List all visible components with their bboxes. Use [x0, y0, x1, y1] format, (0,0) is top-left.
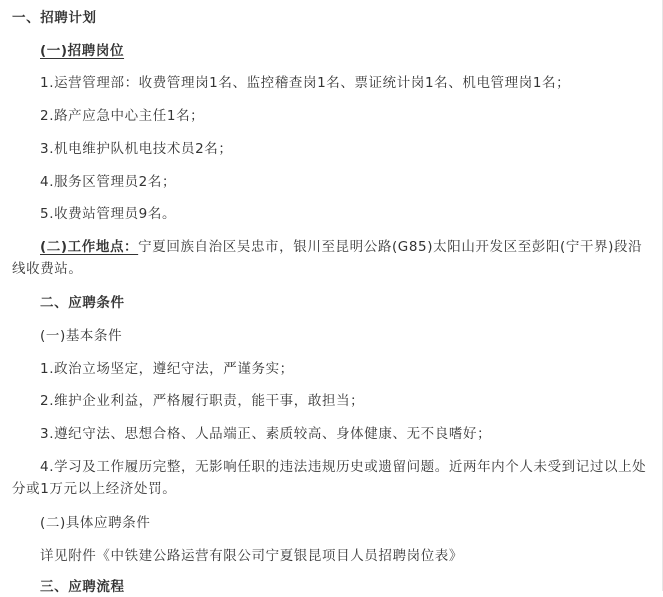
subheading-basic-conditions: (一)基本条件 [40, 328, 123, 344]
section-heading-recruitment-plan: 一、招聘计划 [12, 10, 97, 26]
work-location-text: 宁夏回族自治区吴忠市，银川至昆明公路(G85)太阳山开发区至彭阳(宁干界)段沿线收费站。 [12, 239, 643, 277]
section-heading-process: 三、应聘流程 [40, 579, 125, 595]
subheading-specific-conditions: (二)具体应聘条件 [40, 515, 151, 531]
basic-condition-1: 1.政治立场坚定，遵纪守法，严谨务实； [40, 361, 294, 377]
work-location-paragraph [12, 236, 649, 280]
basic-condition-3: 3.遵纪守法、思想合格、人品端正、素质较高、身体健康、无不良嗜好； [40, 426, 492, 442]
basic-condition-4 [12, 456, 649, 500]
position-item-2: 2.路产应急中心主任1名； [40, 108, 205, 124]
basic-condition-4-text: 4.学习及工作履历完整，无影响任职的违法违规历史或遗留问题。近两年内个人未受到记过以上处分或1万元以上经济处罚。 [12, 459, 647, 497]
position-item-4: 4.服务区管理员2名； [40, 174, 177, 190]
subheading-positions: (一)招聘岗位 [40, 43, 125, 59]
basic-condition-2: 2.维护企业利益，严格履行职责，能干事，敢担当； [40, 393, 365, 409]
section-heading-requirements: 二、应聘条件 [40, 295, 125, 311]
work-location-label: (二)工作地点： [40, 239, 139, 255]
position-item-3: 3.机电维护队机电技术员2名； [40, 141, 233, 157]
position-item-5: 5.收费站管理员9名。 [40, 206, 177, 222]
attachment-reference: 详见附件《中铁建公路运营有限公司宁夏银昆项目人员招聘岗位表》 [40, 548, 463, 564]
position-item-1: 1.运营管理部：收费管理岗1名、监控稽查岗1名、票证统计岗1名、机电管理岗1名； [40, 75, 571, 91]
